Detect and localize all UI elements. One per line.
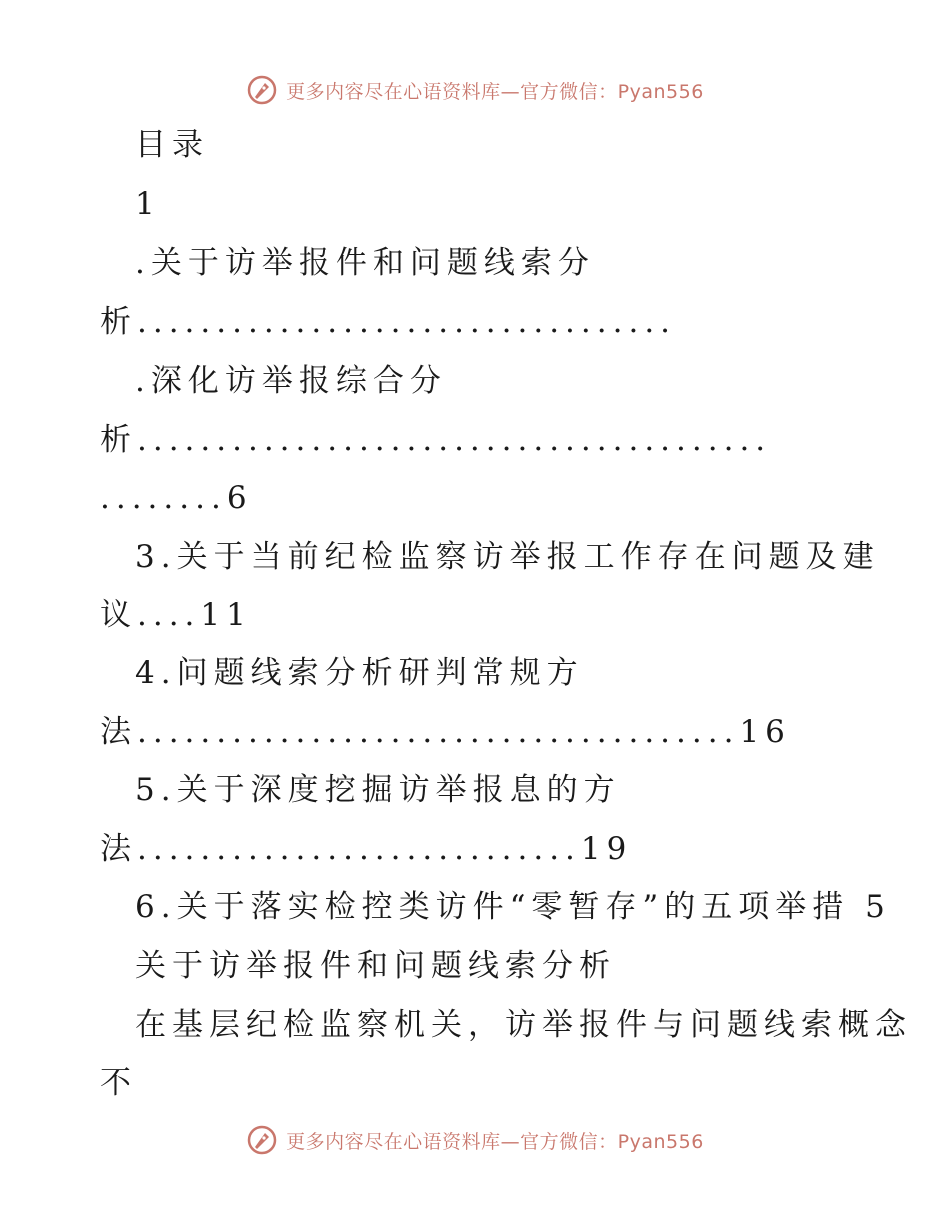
toc-line: 1 — [135, 186, 161, 222]
toc-line: 析........................................ — [100, 422, 772, 458]
toc-line: .深化访举报综合分 — [135, 363, 447, 399]
watermark-text: 更多内容尽在心语资料库—官方微信：Pyan556 — [286, 1130, 704, 1153]
toc-line: 法............................19 — [100, 831, 633, 867]
toc-line: ........6 — [100, 480, 253, 516]
header-watermark — [0, 70, 950, 110]
body-paragraph: 在基层纪检监察机关，访举报件与问题线索概念 — [135, 1007, 912, 1043]
body-paragraph: 不 — [100, 1065, 137, 1101]
toc-line: 5.关于深度挖掘访举报息的方 — [135, 772, 621, 808]
section-title: 关于访举报件和问题线索分析 — [135, 948, 616, 984]
watermark-text: 更多内容尽在心语资料库—官方微信：Pyan556 — [286, 80, 704, 103]
toc-line: 3.关于当前纪检监察访举报工作存在问题及建 — [135, 539, 880, 575]
toc-line: 析.................................. — [100, 304, 677, 340]
toc-line: 4.问题线索分析研判常规方 — [135, 655, 584, 691]
toc-line: .关于访举报件和问题线索分 — [135, 245, 595, 281]
toc-heading: 目录 — [135, 127, 209, 163]
pen-nib-logo-icon — [246, 1124, 278, 1156]
pen-nib-logo-icon — [246, 74, 278, 106]
toc-line: 议....11 — [100, 597, 252, 633]
toc-line: 6.关于落实检控类访件“零暂存”的五项举措 5 — [135, 889, 891, 925]
toc-line: 法......................................16 — [100, 714, 791, 750]
footer-watermark — [0, 1120, 950, 1160]
